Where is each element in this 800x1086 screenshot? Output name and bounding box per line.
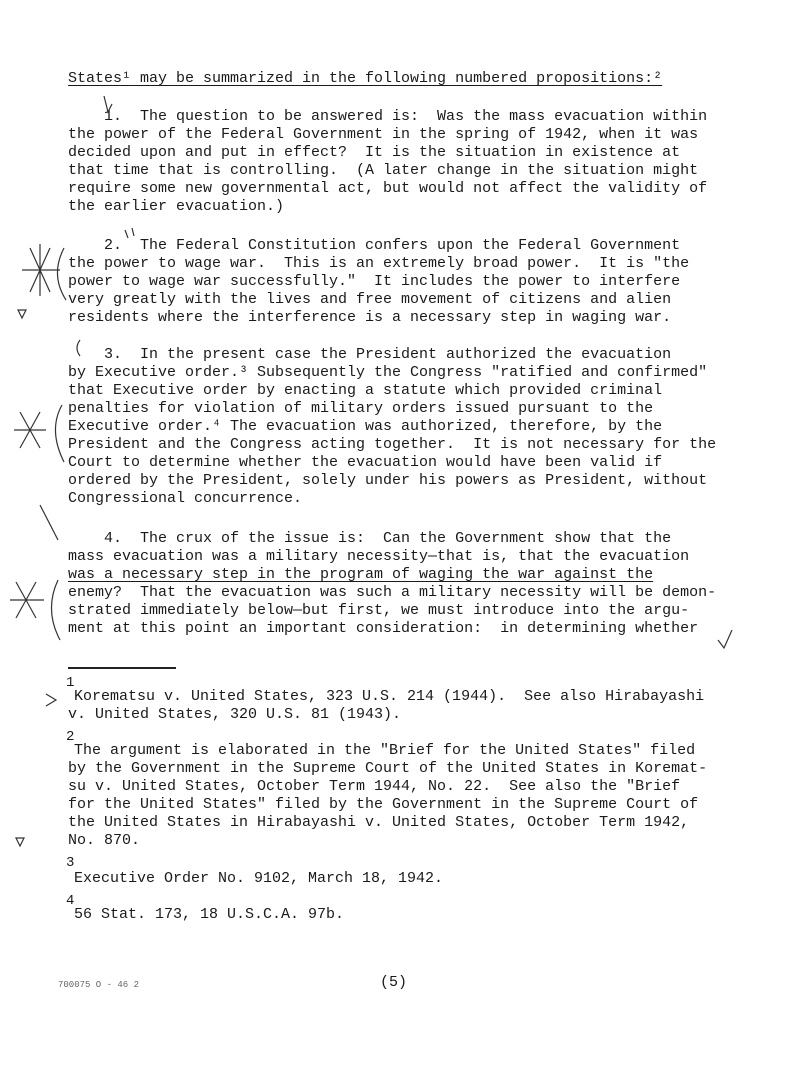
prop4-line-5: strated immediately below—but first, we must introduce into the argu- xyxy=(68,602,690,619)
prop3-line-8: ordered by the President, solely under his powers as President, without xyxy=(68,472,708,489)
prop4-line-6: ment at this point an important consideration: in determining whether xyxy=(68,620,699,637)
slash-mark-4 xyxy=(40,505,58,540)
prop2-line-2: the power to wage war. This is an extremely broad power. It is "the xyxy=(68,255,690,272)
prop3-line-5: Executive order.⁴ The evacuation was authorized, therefore, by the xyxy=(68,418,663,435)
prop3-line-7: Court to determine whether the evacuation would have been valid if xyxy=(68,454,663,471)
prop1-line-4: that time that is controlling. (A later change in the situation might xyxy=(68,162,699,179)
bracket-mark-3 xyxy=(55,405,64,462)
check-mark-5 xyxy=(718,630,732,648)
page-number: (5) xyxy=(380,974,408,991)
footnote-2-line-6: No. 870. xyxy=(68,832,141,849)
footnote-4-line: 56 Stat. 173, 18 U.S.C.A. 97b. xyxy=(74,906,345,923)
footnote-3-line: Executive Order No. 9102, March 18, 1942. xyxy=(74,870,444,887)
star-mark-2 xyxy=(16,838,24,846)
prop4-line-3: was a necessary step in the program of waging the war against the xyxy=(68,566,654,583)
prop2-line-1: 2. The Federal Constitution confers upon the Federal Government xyxy=(68,237,681,254)
footnote-separator xyxy=(68,667,176,669)
footnote-number-1: 1 xyxy=(66,675,75,691)
prop4-line-2: mass evacuation was a military necessity—that is, that the evacuation xyxy=(68,548,690,565)
footnote-number-3: 3 xyxy=(66,855,75,871)
arrow-mark-fn1 xyxy=(46,694,56,706)
prop3-line-2: by Executive order.³ Subsequently the Congress "ratified and confirmed" xyxy=(68,364,708,381)
prop3-line-9: Congressional concurrence. xyxy=(68,490,303,507)
footnote-2-line-3: su v. United States, October Term 1944, No. 22. See also the "Brief xyxy=(68,778,681,795)
prop4-line-4: enemy? That the evacuation was such a military necessity will be demon- xyxy=(68,584,717,601)
footnote-1-line-2: v. United States, 320 U.S. 81 (1943). xyxy=(68,706,402,723)
prop2-line-5: residents where the interference is a necessary step in waging war. xyxy=(68,309,672,326)
asterisk-mark-2 xyxy=(14,412,46,448)
prop1-line-1: 1. The question to be answered is: Was the mass evacuation within xyxy=(68,108,708,125)
asterisk-mark-3 xyxy=(10,582,44,618)
prop1-line-2: the power of the Federal Government in the spring of 1942, when it was xyxy=(68,126,699,143)
prop3-line-1: 3. In the present case the President authorized the evacuation xyxy=(68,346,672,363)
prop3-line-6: President and the Congress acting together. It is not necessary for the xyxy=(68,436,717,453)
asterisk-mark-1 xyxy=(22,244,60,296)
bracket-mark-2 xyxy=(57,248,66,300)
star-mark-1 xyxy=(18,310,26,318)
prop3-line-3: that Executive order by enacting a statute which provided criminal xyxy=(68,382,663,399)
footnote-2-line-2: by the Government in the Supreme Court of the United States in Koremat- xyxy=(68,760,708,777)
footnote-number-4: 4 xyxy=(66,893,75,909)
prop2-line-4: very greatly with the lives and free movement of citizens and alien xyxy=(68,291,672,308)
print-code: 700075 O - 46 2 xyxy=(58,980,140,990)
footnote-2-line-1: The argument is elaborated in the "Brief for the United States" filed xyxy=(74,742,696,759)
prop2-line-3: power to wage war successfully." It includes the power to interfere xyxy=(68,273,681,290)
prop1-line-6: the earlier evacuation.) xyxy=(68,198,285,215)
prop1-line-5: require some new governmental act, but would not affect the validity of xyxy=(68,180,708,197)
footnote-number-2: 2 xyxy=(66,729,75,745)
prop4-line-1: 4. The crux of the issue is: Can the Government show that the xyxy=(68,530,672,547)
prop3-line-4: penalties for violation of military orders issued pursuant to the xyxy=(68,400,654,417)
footnote-1-line-1: Korematsu v. United States, 323 U.S. 214 (1944). See also Hirabayashi xyxy=(74,688,705,705)
footnote-2-line-5: the United States in Hirabayashi v. United States, October Term 1942, xyxy=(68,814,690,831)
footnote-2-line-4: for the United States" filed by the Government in the Supreme Court of xyxy=(68,796,699,813)
prop1-line-3: decided upon and put in effect? It is the situation in existence at xyxy=(68,144,681,161)
bracket-mark-4 xyxy=(51,580,60,640)
intro-line: States¹ may be summarized in the following numbered propositions:² xyxy=(68,70,663,87)
